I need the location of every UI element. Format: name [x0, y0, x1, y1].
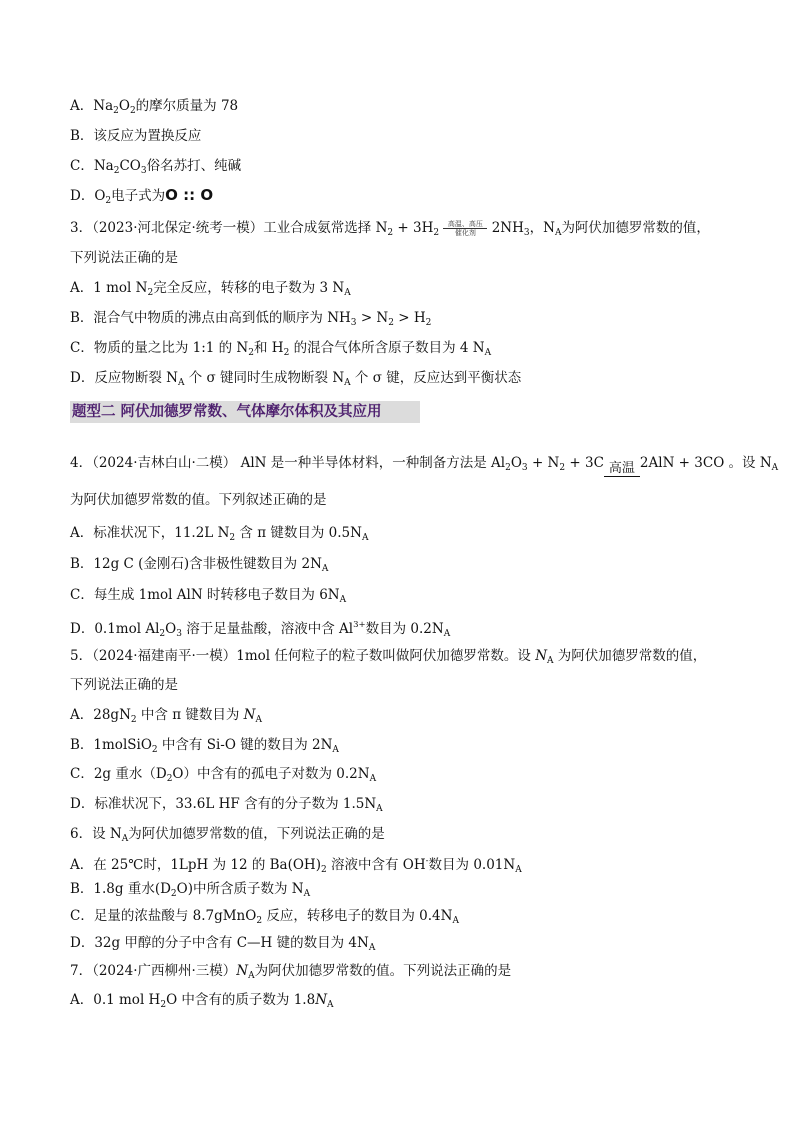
option-c-prev: C．$Na_2CO_3$俗名苏打、纯碱	[70, 158, 242, 176]
q4-option-b: B．12g C (金刚石)含非极性键数目为 $2N_A$	[70, 556, 329, 574]
q6-option-c: C．足量的浓盐酸与 8.7gMnO$_2$ 反应，转移电子的数目为 $0.4N_A$	[70, 908, 459, 926]
q6-stem: 6．设 $N_A$为阿伏加德罗常数的值，下列说法正确的是	[70, 826, 385, 844]
electron-formula: O :: O	[165, 186, 214, 204]
q4-option-a: A．标准状况下，11.2L $N_2$ 含 π 键数目为 $0.5N_A$	[70, 525, 369, 543]
q3-option-c: C．物质的量之比为 1:1 的 $N_2$和 $H_2$ 的混合气体所含原子数目为 4 $N_A$	[70, 340, 492, 358]
option-d-prev: D．$O_2$电子式为O :: O	[70, 186, 214, 206]
q5-option-c: C．2g 重水$(D_2O)$中含有的孤电子对数为 $0.2N_A$	[70, 766, 377, 784]
q3-stem: 3．（2023·河北保定·统考一模）工业合成氨常选择 $N_2 + 3H_2$ 高温、高压 催化剂 $2NH_3$，$N_A$为阿伏加德罗常数的值，	[70, 220, 710, 238]
reaction-arrow: 高温、高压 催化剂	[443, 220, 487, 237]
q3-stem-line2: 下列说法正确的是	[70, 250, 178, 266]
q7-option-a: A．0.1 mol $H_2O$ 中含有的质子数为 $1.8N_A$	[70, 992, 334, 1010]
q5-option-a: A．$28gN_2$ 中含 π 键数目为 $N_A$	[70, 707, 262, 725]
q6-option-b: B．1.8g 重水$(D_2O)$中所含质子数为 $N_A$	[70, 881, 311, 899]
section-heading: 题型二 阿伏加德罗常数、气体摩尔体积及其应用	[70, 401, 420, 423]
q5-option-d: D．标准状况下，33.6L HF 含有的分子数为 $1.5N_A$	[70, 796, 383, 814]
q3-option-a: A．1 mol $N_2$完全反应，转移的电子数为 3 $N_A$	[70, 280, 351, 298]
q3-option-b: B．混合气中物质的沸点由高到低的顺序为 $NH_3 > N_2 > H_2$	[70, 310, 432, 328]
q6-option-a: A．在 25℃时，1LpH 为 12 的 $Ba(OH)_2$ 溶液中含有 OH-数目为 $0.01N_A$	[70, 856, 522, 875]
option-b-prev: B．该反应为置换反应	[70, 128, 202, 144]
q4-stem: 4．（2024·吉林白山·二模） AlN 是一种半导体材料，一种制备方法是 $Al_2O_3 + N_2 + 3C$ 高温 2AlN + 3CO 。设 $N_A$	[70, 448, 754, 483]
reaction-condition: 高温	[604, 462, 640, 483]
q5-option-b: B．1molSiO$_2$ 中含有 Si-O 键的数目为 $2N_A$	[70, 737, 339, 755]
q3-option-d: D．反应物断裂 $N_A$ 个 σ 键同时生成物断裂 $N_A$ 个 σ 键，反应达到平衡状态	[70, 370, 522, 388]
q7-stem: 7．（2024·广西柳州·三模）$N_A$为阿伏加德罗常数的值。下列说法正确的是	[70, 963, 512, 981]
q4-option-d: D．0.1mol $Al_2O_3$ 溶于足量盐酸，溶液中含 $Al^{3+}$数目为 $0.2N_A$	[70, 620, 451, 639]
q6-option-d: D．32g 甲醇的分子中含有 C—H 键的数目为 $4N_A$	[70, 935, 376, 953]
q4-stem-line2: 为阿伏加德罗常数的值。下列叙述正确的是	[70, 492, 327, 508]
q4-option-c: C．每生成 1mol AlN 时转移电子数目为 $6N_A$	[70, 587, 347, 605]
option-a-prev: A．$Na_2O_2$的摩尔质量为 78	[70, 98, 239, 116]
q5-stem: 5．（2024·福建南平·一模）1mol 任何粒子的粒子数叫做阿伏加德罗常数。设 $N_A$ 为阿伏加德罗常数的值，	[70, 648, 707, 666]
q5-stem-line2: 下列说法正确的是	[70, 677, 178, 693]
